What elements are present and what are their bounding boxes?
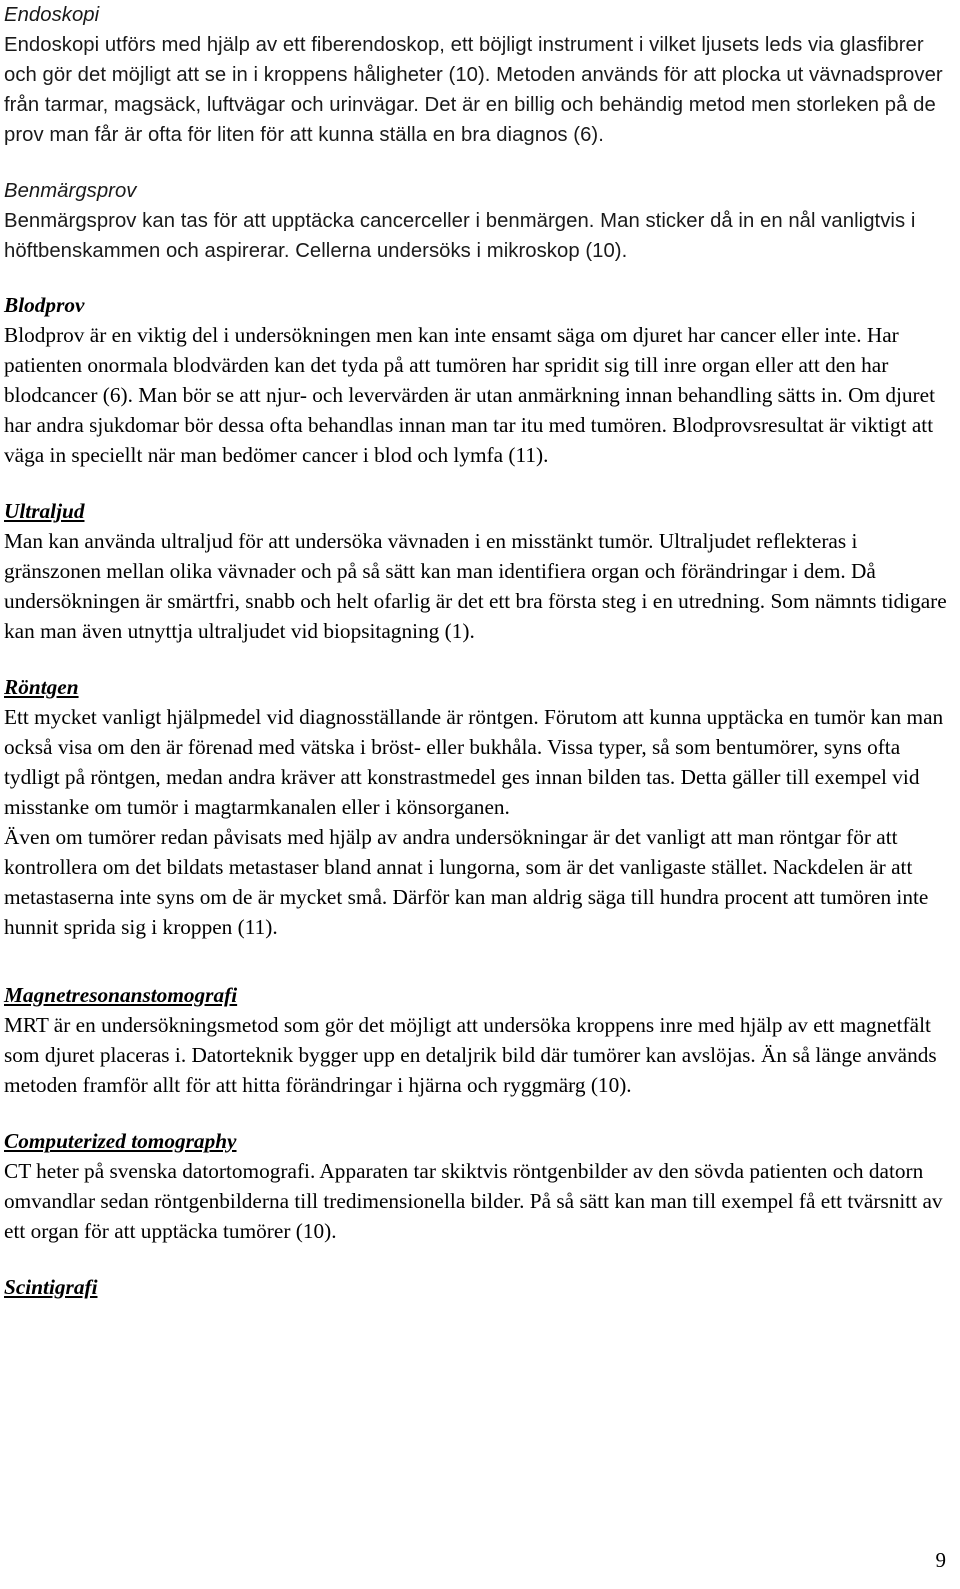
section-heading: Magnetresonanstomografi [4,983,238,1007]
section-heading: Computerized tomography [4,1129,237,1153]
section-ultraljud [4,496,952,646]
section-scintigrafi [4,1272,952,1302]
section-paragraph: Ett mycket vanligt hjälpmedel vid diagnosställande är röntgen. Förutom att kunna upptäcka en tumör kan man också visa om den är förenad med vätska i bröst- eller bukhåla. Vissa typer, så som bentumörer, syns ofta tydligt på röntgen, medan andra kräver att konstrastmedel ges innan bilden tas. Detta gäller till exempel vid misstanke om tumör i magtarmkanalen eller i könsorganen. [4,705,944,819]
section-paragraph: Även om tumörer redan påvisats med hjälp av andra undersökningar är det vanligt att man röntgar för att kontrollera om det bildats metastaser bland annat i lungorna, som är det vanligaste stället. Nackdelen är att metastaserna inte syns om de är mycket små. Därför kan man aldrig säga till hundra procent att tumören inte hunnit sprida sig i kroppen (11). [4,825,929,939]
page-number: 9 [935,1548,946,1572]
section-paragraph: CT heter på svenska datortomografi. Apparaten tar skiktvis röntgenbilder av den sövda patienten och datorn omvandlar sedan röntgenbilderna till tredimensionella bilder. På så sätt kan man till exempel få ett tvärsnitt av ett organ för att upptäcka tumörer (10). [4,1159,943,1243]
section-paragraph: Endoskopi utförs med hjälp av ett fiberendoskop, ett böjligt instrument i vilket ljusets leds via glasfibrer och gör det möjligt att se in i kroppens håligheter (10). Metoden används för att plocka ut vävnadsprover från tarmar, magsäck, luftvägar och urinvägar. Det är en billig och behändig metod men storleken på de prov man får är ofta för liten för att kunna ställa en bra diagnos (6). [4,34,943,146]
section-paragraph: Blodprov är en viktig del i undersökningen men kan inte ensamt säga om djuret har cancer eller inte. Har patienten onormala blodvärden kan det tyda på att tumören har spridit sig till inre organ eller att den har blodcancer (6). Man bör se att njur- och levervärden är utan anmärkning innan behandling sätts in. Om djuret har andra sjukdomar bör dessa ofta behandlas innan man tar itu med tumören. Blodprovsresultat är viktigt att väga in speciellt när man bedömer cancer i blod och lymfa (11). [4,323,936,467]
section-paragraph: Man kan använda ultraljud för att undersöka vävnaden i en misstänkt tumör. Ultraljudet reflekteras i gränszonen mellan olika vävnader och på så sätt kan man identifiera organ och förändringar i dem. Då undersökningen är smärtfri, snabb och helt ofarlig är det ett bra första steg i en utredning. Som nämnts tidigare kan man även utnyttja ultraljudet vid biopsitagning (1). [4,529,947,643]
section-blodprov [4,290,952,470]
section-benmargsprov [4,176,952,266]
section-endoskopi [4,0,952,150]
section-heading: Endoskopi [4,4,100,26]
section-rontgen [4,672,952,942]
section-heading: Röntgen [4,675,79,699]
section-paragraph: MRT är en undersökningsmetod som gör det möjligt att undersöka kroppens inre med hjälp av ett magnetfält som djuret placeras i. Datorteknik bygger upp en detaljrik bild där tumörer kan avslöjas. Än så länge används metoden framför allt för att hitta förändringar i hjärna och ryggmärg (10). [4,1013,937,1097]
section-mrt [4,980,952,1100]
section-heading: Scintigrafi [4,1275,98,1299]
section-ct [4,1126,952,1246]
document-page [4,0,952,1302]
section-heading: Blodprov [4,293,85,317]
section-heading: Benmärgsprov [4,180,137,202]
section-paragraph: Benmärgsprov kan tas för att upptäcka cancerceller i benmärgen. Man sticker då in en nål vanligtvis i höftbenskammen och aspirerar. Cellerna undersöks i mikroskop (10). [4,210,916,262]
section-heading: Ultraljud [4,499,85,523]
